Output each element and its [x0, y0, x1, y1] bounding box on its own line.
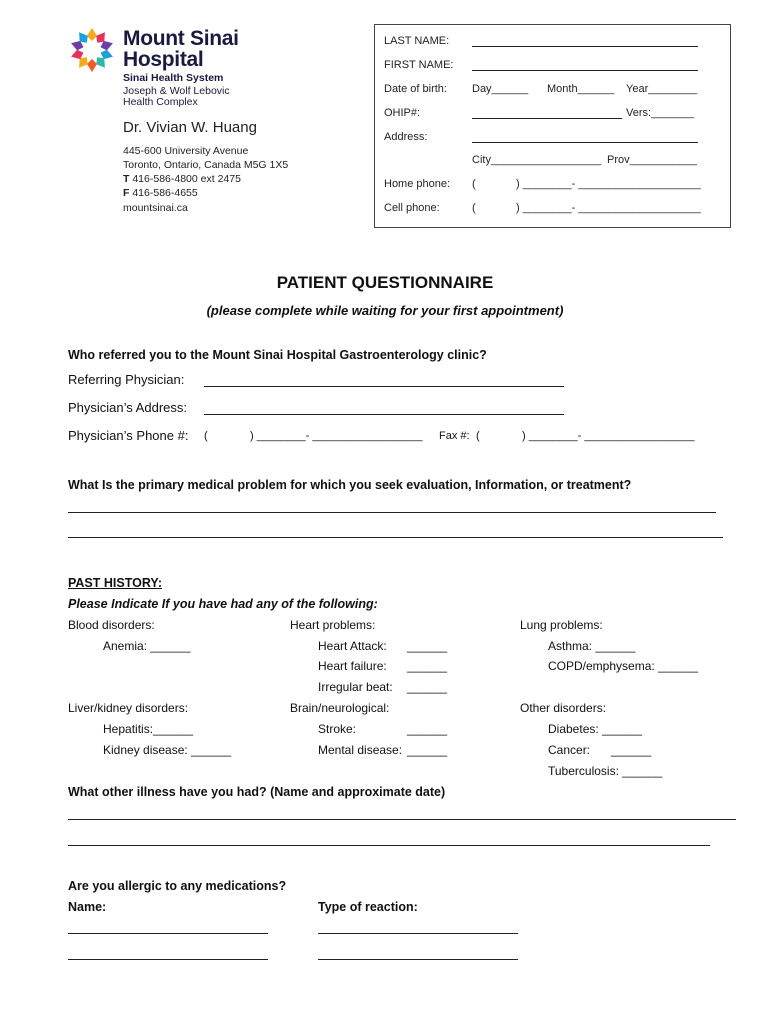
mental-disease-field[interactable]: ______ [407, 743, 448, 757]
address-label: Address: [384, 131, 428, 143]
allergy-name-field-2[interactable] [68, 959, 268, 960]
address-line2: Toronto, Ontario, Canada M5G 1X5 [123, 159, 289, 171]
heart-failure-label: Heart failure: [318, 659, 387, 673]
other-illness-line-2[interactable] [68, 845, 710, 846]
physician-fax-field[interactable]: ) ________- __________________ [522, 430, 695, 442]
referring-physician-label: Referring Physician: [68, 372, 185, 387]
phone-prefix: T [123, 173, 130, 185]
past-history-instruction: Please Indicate If you have had any of the following: [68, 597, 378, 611]
hepatitis-field[interactable]: Hepatitis:______ [103, 722, 194, 736]
dob-month-field[interactable]: Month______ [547, 83, 615, 95]
doctor-name: Dr. Vivian W. Huang [123, 119, 257, 136]
primary-problem-question: What Is the primary medical problem for which you seek evaluation, Information, or treatment? [68, 478, 632, 492]
irregular-beat-label: Irregular beat: [318, 680, 393, 694]
patient-info-box [374, 24, 731, 228]
kidney-disease-field[interactable]: Kidney disease: ______ [103, 743, 232, 757]
other-illness-question: What other illness have you had? (Name and approximate date) [68, 785, 446, 799]
ohip-field[interactable] [472, 118, 622, 119]
lung-problems-label: Lung problems: [520, 618, 603, 632]
address-field[interactable] [472, 142, 698, 143]
cancer-field[interactable]: ______ [611, 743, 652, 757]
heart-attack-label: Heart Attack: [318, 639, 387, 653]
dob-year-field[interactable]: Year________ [626, 83, 698, 95]
logo-petal [87, 59, 97, 72]
dob-day-field[interactable]: Day______ [472, 83, 529, 95]
complex-line1: Joseph & Wolf Lebovic [123, 85, 230, 97]
website: mountsinai.ca [123, 202, 188, 214]
liver-kidney-label: Liver/kidney disorders: [68, 701, 189, 715]
irregular-beat-field[interactable]: ______ [407, 680, 448, 694]
ohip-label: OHIP#: [384, 107, 421, 119]
heart-attack-field[interactable]: ______ [407, 639, 448, 653]
cell-phone-open: ( [472, 202, 476, 214]
referral-question: Who referred you to the Mount Sinai Hospital Gastroenterology clinic? [68, 348, 487, 362]
phone-line [123, 173, 241, 185]
allergy-question: Are you allergic to any medications? [68, 879, 287, 893]
page-subtitle: (please complete while waiting for your first appointment) [206, 303, 564, 318]
last-name-field[interactable] [472, 46, 698, 47]
allergy-name-label: Name: [68, 900, 107, 914]
physician-fax-label: Fax #: [439, 430, 470, 442]
logo-petal [87, 28, 97, 41]
vers-field[interactable]: Vers:_______ [626, 107, 694, 119]
physician-address-field[interactable] [204, 414, 564, 415]
fax-number: 416-586-4655 [132, 187, 198, 199]
cancer-label: Cancer: [548, 743, 591, 757]
phone-number: 416-586-4800 ext 2475 [132, 173, 241, 185]
address-line1: 445-600 University Avenue [123, 145, 249, 157]
home-phone-field[interactable]: ) ________- ____________________ [516, 178, 701, 190]
physician-fax-open: ( [476, 430, 480, 442]
fax-prefix: F [123, 187, 130, 199]
past-history-heading: PAST HISTORY: [68, 576, 162, 590]
asthma-field[interactable]: Asthma: ______ [548, 639, 636, 653]
blood-disorders-label: Blood disorders: [68, 618, 155, 632]
heart-failure-field[interactable]: ______ [407, 659, 448, 673]
other-illness-line-1[interactable] [68, 819, 736, 820]
prov-field[interactable]: Prov___________ [607, 154, 697, 166]
referring-physician-field[interactable] [204, 386, 564, 387]
physician-phone-open: ( [204, 430, 208, 442]
mount-sinai-logo-icon [66, 24, 118, 76]
stroke-label: Stroke: [318, 722, 357, 736]
allergy-name-field-1[interactable] [68, 933, 268, 934]
anemia-field[interactable]: Anemia: ______ [103, 639, 191, 653]
physician-phone-label: Physician’s Phone #: [68, 428, 189, 443]
first-name-label: FIRST NAME: [384, 59, 454, 71]
tuberculosis-field[interactable]: Tuberculosis: ______ [548, 764, 663, 778]
home-phone-label: Home phone: [384, 178, 451, 190]
copd-field[interactable]: COPD/emphysema: ______ [548, 659, 699, 673]
dob-label: Date of birth: [384, 83, 447, 95]
allergy-reaction-field-2[interactable] [318, 959, 518, 960]
heart-problems-label: Heart problems: [290, 618, 376, 632]
last-name-label: LAST NAME: [384, 35, 450, 47]
primary-problem-line-2[interactable] [68, 537, 723, 538]
system-name: Sinai Health System [123, 72, 224, 84]
org-name-line1: Mount Sinai [123, 27, 239, 50]
allergy-reaction-label: Type of reaction: [318, 900, 418, 914]
cell-phone-field[interactable]: ) ________- ____________________ [516, 202, 701, 214]
page-title: PATIENT QUESTIONNAIRE [276, 273, 494, 292]
primary-problem-line-1[interactable] [68, 512, 716, 513]
brain-neuro-label: Brain/neurological: [290, 701, 390, 715]
stroke-field[interactable]: ______ [407, 722, 448, 736]
home-phone-open: ( [472, 178, 476, 190]
org-name-line2: Hospital [123, 48, 204, 71]
mental-disease-label: Mental disease: [318, 743, 403, 757]
diabetes-field[interactable]: Diabetes: ______ [548, 722, 643, 736]
city-field[interactable]: City__________________ [472, 154, 602, 166]
fax-line [123, 187, 198, 199]
first-name-field[interactable] [472, 70, 698, 71]
other-disorders-label: Other disorders: [520, 701, 607, 715]
physician-phone-field[interactable]: ) ________- __________________ [250, 430, 423, 442]
allergy-reaction-field-1[interactable] [318, 933, 518, 934]
complex-line2: Health Complex [123, 96, 198, 108]
cell-phone-label: Cell phone: [384, 202, 440, 214]
physician-address-label: Physician’s Address: [68, 400, 187, 415]
